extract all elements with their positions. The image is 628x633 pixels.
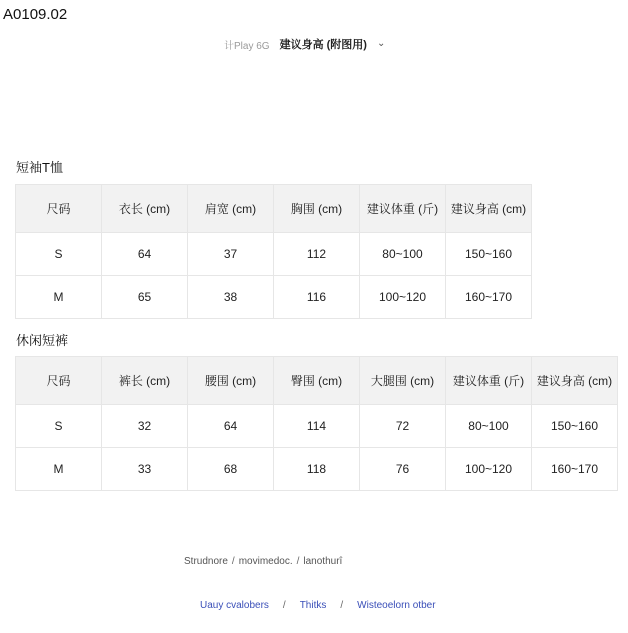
table-cell: 37 (188, 233, 274, 276)
table-cell: 76 (360, 448, 446, 491)
footer-item: Strudnore (184, 556, 228, 567)
tshirt-size-table (15, 184, 532, 319)
table-cell: 38 (188, 276, 274, 319)
footer-item: movimedoc. (238, 556, 293, 567)
footer-links (200, 600, 436, 611)
table-cell: 150~160 (446, 233, 532, 276)
column-header: 肩宽 (cm) (188, 185, 274, 233)
column-header: 建议体重 (斤) (360, 185, 446, 233)
table-cell: 64 (102, 233, 188, 276)
column-header: 臀围 (cm) (274, 357, 360, 405)
table-cell: M (16, 276, 102, 319)
tshirt-section-title: 短袖T恤 (16, 160, 63, 175)
table-cell: S (16, 405, 102, 448)
separator: / (296, 556, 300, 567)
product-code: A0109.02 (3, 6, 68, 23)
table-row (16, 233, 532, 276)
column-header: 衣长 (cm) (102, 185, 188, 233)
table-cell: 100~120 (446, 448, 532, 491)
table-cell: 72 (360, 405, 446, 448)
faded-label: 计Play 6G (224, 40, 270, 52)
column-header: 建议身高 (cm) (532, 357, 618, 405)
table-cell: 65 (102, 276, 188, 319)
separator: / (340, 600, 344, 611)
column-header: 建议身高 (cm) (446, 185, 532, 233)
separator: / (231, 556, 235, 567)
table-cell: 118 (274, 448, 360, 491)
table-cell: 160~170 (532, 448, 618, 491)
table-row (16, 448, 618, 491)
footer-link[interactable]: Thitks (299, 600, 327, 611)
table-cell: 114 (274, 405, 360, 448)
table-cell: 100~120 (360, 276, 446, 319)
column-header: 尺码 (16, 185, 102, 233)
column-header: 建议体重 (斤) (446, 357, 532, 405)
table-cell: 68 (188, 448, 274, 491)
shorts-size-table (15, 356, 618, 491)
footer-breadcrumb (184, 556, 342, 567)
footer-link[interactable]: Wisteoelorn otber (357, 600, 436, 611)
table-cell: 80~100 (360, 233, 446, 276)
table-header-row (16, 357, 618, 405)
table-cell: 32 (102, 405, 188, 448)
table-cell: 150~160 (532, 405, 618, 448)
table-row (16, 276, 532, 319)
table-cell: 64 (188, 405, 274, 448)
table-header-row (16, 185, 532, 233)
footer-item: lanothurî (303, 556, 343, 567)
column-header: 尺码 (16, 357, 102, 405)
table-cell: 116 (274, 276, 360, 319)
shorts-section-title: 休闲短裤 (16, 333, 69, 348)
chevron-down-icon[interactable]: ⌄ (376, 37, 386, 49)
footer-link[interactable]: Uauy cvalobers (200, 600, 269, 611)
table-cell: 160~170 (446, 276, 532, 319)
table-cell: M (16, 448, 102, 491)
column-header: 腰围 (cm) (188, 357, 274, 405)
size-selector[interactable] (224, 36, 385, 52)
suggested-height-label: 建议身高 (附图用) (279, 39, 367, 51)
table-cell: 33 (102, 448, 188, 491)
table-cell: 112 (274, 233, 360, 276)
separator: / (282, 600, 286, 611)
column-header: 大腿围 (cm) (360, 357, 446, 405)
column-header: 胸围 (cm) (274, 185, 360, 233)
table-row (16, 405, 618, 448)
column-header: 裤长 (cm) (102, 357, 188, 405)
table-cell: S (16, 233, 102, 276)
table-cell: 80~100 (446, 405, 532, 448)
